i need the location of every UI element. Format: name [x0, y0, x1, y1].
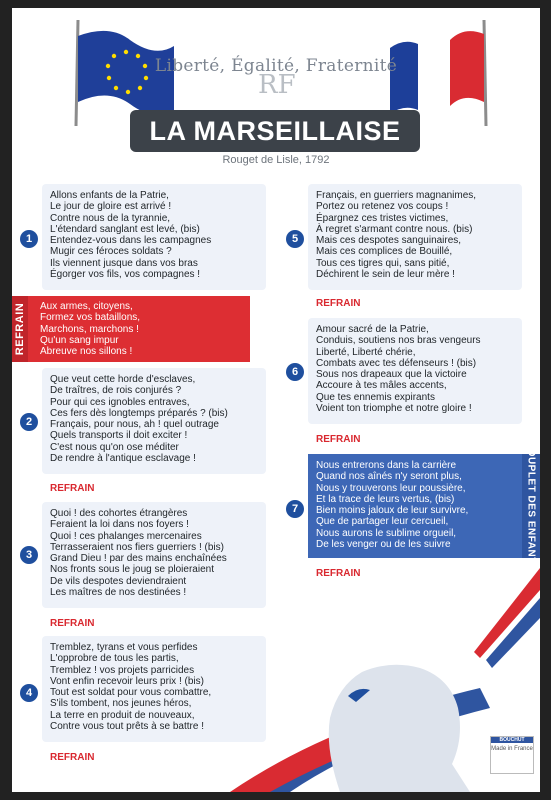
publisher-logo: [490, 736, 534, 774]
verse-line: Accoure à tes mâles accents,: [316, 380, 447, 392]
verse-line: Terrasseraient nos fiers guerriers ! (bis): [50, 541, 224, 553]
verse-6: [308, 318, 522, 424]
refrain-tab: [12, 296, 28, 362]
refrain-line: Marchons, marchons !: [40, 323, 139, 335]
refrain-line: Aux armes, citoyens,: [40, 301, 133, 312]
verse-line: De traîtres, de rois conjurés ?: [50, 385, 182, 397]
verse-line: Entendez-vous dans les campagnes: [50, 235, 212, 247]
subtitle: Rouget de Lisle, 1792: [222, 154, 330, 166]
poster: [12, 8, 540, 792]
refrain-label: REFRAIN: [316, 434, 361, 445]
rf-monogram: RF: [258, 70, 296, 100]
verse-line: L'étendard sanglant est levé, (bis): [50, 223, 200, 235]
verse-line: Liberté, Liberté chérie,: [316, 346, 416, 358]
verse-line: De rendre à l'antique esclavage !: [50, 453, 196, 465]
verse-line: Mais ces complices de Bouillé,: [316, 246, 453, 258]
verse-line: Grand Dieu ! par des mains enchaînées: [50, 553, 227, 565]
verse-line: De vils despotes deviendraient: [50, 575, 187, 587]
verse-line: Français, en guerriers magnanimes,: [316, 190, 477, 201]
verse-line: Quels transports il doit exciter !: [50, 430, 188, 442]
verse-line: Quoi ! ces phalanges mercenaires: [50, 530, 202, 542]
verse-line: Combats avec tes défenseurs ! (bis): [316, 357, 477, 369]
refrain-box: [12, 296, 250, 362]
verse-line: Contre vous tout prêts à se battre !: [50, 721, 204, 733]
verse-line: Tout est soldat pour vous combattre,: [50, 687, 212, 699]
verse-number-1: 1: [20, 230, 38, 248]
page-title: LA MARSEILLAISE: [149, 116, 401, 146]
refrain-line: Formez vos bataillons,: [40, 312, 141, 324]
verse-line: Amour sacré de la Patrie,: [316, 324, 429, 335]
verse-line: Tremblez, tyrans et vous perfides: [50, 642, 198, 653]
verse-7: [308, 454, 522, 558]
verse-line: Quand nos aînés n'y seront plus,: [316, 471, 462, 483]
refrain-tab-label: REFRAIN: [14, 302, 26, 356]
verse-number-3: 3: [20, 546, 38, 564]
refrain-line: Qu'un sang impur: [40, 334, 119, 346]
verse-line: Nous aurons le sublime orgueil,: [316, 527, 457, 539]
refrain-label: REFRAIN: [50, 483, 95, 494]
couplet-tab: [522, 440, 540, 572]
verse-line: Mugir ces féroces soldats ?: [50, 246, 172, 258]
verse-line: Mais ces despotes sanguinaires,: [316, 235, 462, 247]
verse-line: S'ils tombent, nos jeunes héros,: [50, 698, 192, 710]
verse-line: Épargnez ces tristes victimes,: [316, 212, 449, 224]
verse-number-7: 7: [286, 500, 304, 518]
verse-line: Conduis, soutiens nos bras vengeurs: [316, 335, 481, 347]
verse-line: Contre nous de la tyrannie,: [50, 212, 171, 224]
verse-line: Déchirent le sein de leur mère !: [316, 269, 455, 281]
verse-line: C'est nous qu'on ose méditer: [50, 441, 179, 453]
refrain-label: REFRAIN: [50, 752, 95, 763]
motto: Liberté, Égalité, Fraternité: [154, 56, 398, 76]
refrain-label: REFRAIN: [50, 618, 95, 629]
refrain-line: Abreuve nos sillons !: [40, 346, 133, 358]
verse-2: [42, 368, 266, 474]
verse-line: L'opprobre de tous les partis,: [50, 653, 179, 665]
verse-line: Nous entrerons dans la carrière: [316, 460, 457, 471]
verse-line: Que tes ennemis expirants: [316, 391, 435, 403]
refrain-label: REFRAIN: [316, 568, 361, 579]
verse-line: Le jour de gloire est arrivé !: [50, 201, 172, 213]
verse-line: Feraient la loi dans nos foyers !: [50, 519, 189, 531]
verse-line: Que de partager leur cercueil,: [316, 516, 449, 528]
verse-line: Les maîtres de nos destinées !: [50, 587, 187, 599]
verse-line: À regret s'armant contre nous. (bis): [316, 223, 473, 235]
verse-3: [42, 502, 266, 608]
couplet-tab-label: COUPLET DES ENFANTS: [525, 440, 537, 572]
verse-line: Portez ou retenez vos coups !: [316, 201, 449, 213]
verse-number-5: 5: [286, 230, 304, 248]
verse-line: Que veut cette horde d'esclaves,: [50, 374, 196, 385]
verse-line: Ces fers dès longtemps préparés ? (bis): [50, 407, 228, 419]
verse-1: [42, 184, 266, 290]
verse-5: [308, 184, 522, 290]
verse-line: Et la trace de leurs vertus, (bis): [316, 493, 455, 505]
verse-line: Ils viennent jusque dans vos bras: [50, 257, 198, 269]
verse-line: Tremblez ! vos projets parricides: [50, 664, 195, 676]
verse-line: Égorger vos fils, vos compagnes !: [50, 269, 201, 281]
verse-number-4: 4: [20, 684, 38, 702]
verse-line: Tous ces tigres qui, sans pitié,: [316, 257, 450, 269]
verse-line: La terre en produit de nouveaux,: [50, 709, 195, 721]
verse-number-6: 6: [286, 363, 304, 381]
verse-line: Sous nos drapeaux que la victoire: [316, 369, 467, 381]
title-bar: [130, 110, 420, 152]
verse-line: Pour qui ces ignobles entraves,: [50, 396, 190, 408]
verse-line: Vont enfin recevoir leurs prix ! (bis): [50, 675, 204, 687]
verse-line: Quoi ! des cohortes étrangères: [50, 508, 188, 519]
publisher-code: Made in France: [491, 746, 533, 752]
verse-number-2: 2: [20, 413, 38, 431]
verse-line: Allons enfants de la Patrie,: [50, 190, 169, 201]
verse-line: Nos fronts sous le joug se ploieraient: [50, 564, 214, 576]
verse-line: Bien moins jaloux de leur survivre,: [316, 505, 469, 517]
publisher-name: BOUCHUT: [491, 737, 533, 743]
verse-line: Voient ton triomphe et notre gloire !: [316, 403, 472, 415]
verse-4: [42, 636, 266, 742]
refrain-label: REFRAIN: [316, 298, 361, 309]
verse-line: Nous y trouverons leur poussière,: [316, 482, 466, 494]
verse-line: De les venger ou de les suivre: [316, 539, 451, 551]
verse-line: Français, pour nous, ah ! quel outrage: [50, 419, 219, 431]
